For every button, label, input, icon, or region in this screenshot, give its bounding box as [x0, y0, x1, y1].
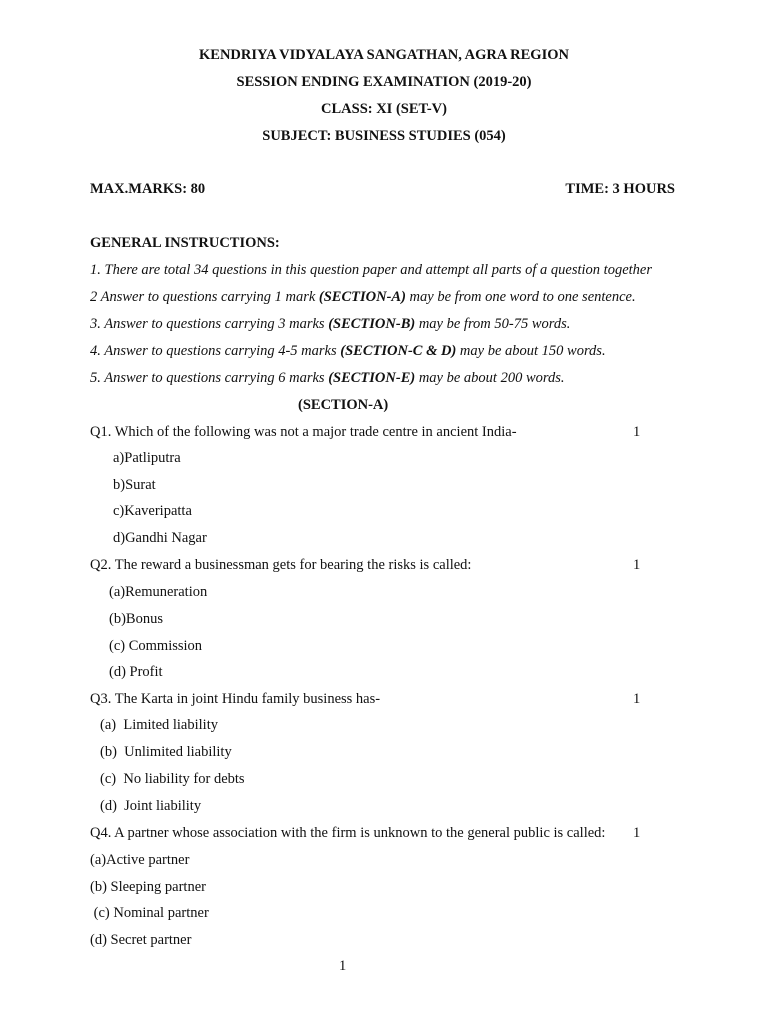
question-1: Q1. Which of the following was not a major trade centre in ancient India-	[90, 424, 517, 440]
instruction-1: 1. There are total 34 questions in this question paper and attempt all parts of a question together	[90, 262, 652, 278]
instruction-5-section: (SECTION-E)	[328, 370, 416, 386]
question-2: Q2. The reward a businessman gets for bearing the risks is called:	[90, 557, 472, 573]
instruction-5-text: 5. Answer to questions carrying 6 marks	[90, 370, 329, 386]
q4-option-a: (a)Active partner	[90, 852, 190, 868]
q4-option-d: (d) Secret partner	[90, 932, 192, 948]
question-3-marks: 1	[633, 691, 641, 707]
school-title: KENDRIYA VIDYALAYA SANGATHAN, AGRA REGION	[199, 47, 569, 63]
section-a-heading: (SECTION-A)	[298, 397, 389, 413]
q2-option-d: (d) Profit	[109, 664, 163, 680]
q1-option-d: d)Gandhi Nagar	[113, 530, 207, 546]
instruction-2-rest: may be from one word to one sentence.	[405, 289, 636, 305]
instruction-2	[90, 288, 636, 306]
class-title: CLASS: XI (SET-V)	[321, 101, 447, 117]
q1-option-b: b)Surat	[113, 477, 156, 493]
exam-time: TIME: 3 HOURS	[565, 181, 675, 197]
q2-option-c: (c) Commission	[109, 638, 203, 654]
instruction-4-text: 4. Answer to questions carrying 4-5 marks	[90, 343, 341, 359]
instruction-5-rest: may be about 200 words.	[415, 370, 565, 386]
q2-option-a: (a)Remuneration	[109, 584, 208, 600]
instruction-4-section: (SECTION-C & D)	[340, 343, 457, 359]
q4-option-c: (c) Nominal partner	[90, 905, 209, 921]
question-3: Q3. The Karta in joint Hindu family business has-	[90, 691, 381, 707]
q3-option-c: (c) No liability for debts	[100, 771, 245, 787]
instruction-3-section: (SECTION-B)	[328, 316, 416, 332]
q3-option-a: (a) Limited liability	[100, 717, 218, 733]
question-1-marks: 1	[633, 424, 641, 440]
instruction-4-rest: may be about 150 words.	[456, 343, 606, 359]
max-marks: MAX.MARKS: 80	[90, 181, 206, 197]
exam-title: SESSION ENDING EXAMINATION (2019-20)	[236, 74, 532, 90]
question-4-marks: 1	[633, 825, 641, 841]
q3-option-b: (b) Unlimited liability	[100, 744, 232, 760]
subject-title: SUBJECT: BUSINESS STUDIES (054)	[262, 128, 506, 144]
instruction-2-section: (SECTION-A)	[318, 289, 406, 305]
instruction-3-text: 3. Answer to questions carrying 3 marks	[90, 316, 329, 332]
instructions-title: GENERAL INSTRUCTIONS:	[90, 235, 280, 251]
q1-option-c: c)Kaveripatta	[113, 503, 192, 519]
q3-option-d: (d) Joint liability	[100, 798, 202, 814]
q4-option-b: (b) Sleeping partner	[90, 879, 206, 895]
q2-option-b: (b)Bonus	[109, 611, 163, 627]
page-number: 1	[339, 958, 347, 974]
instruction-4	[90, 342, 606, 360]
question-2-marks: 1	[633, 557, 641, 573]
instruction-3-rest: may be from 50-75 words.	[415, 316, 571, 332]
instruction-2-text: 2 Answer to questions carrying 1 mark	[90, 289, 319, 305]
question-4: Q4. A partner whose association with the firm is unknown to the general public is called:	[90, 825, 606, 841]
instruction-3	[90, 315, 570, 333]
instruction-5	[90, 369, 565, 387]
q1-option-a: a)Patliputra	[113, 450, 181, 466]
